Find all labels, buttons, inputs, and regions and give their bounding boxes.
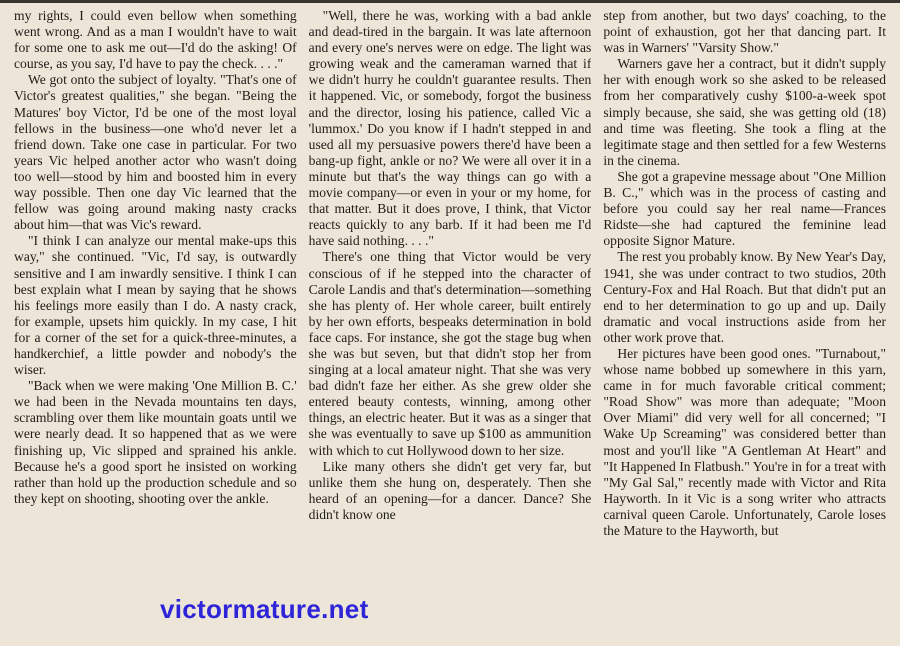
paragraph: We got onto the subject of loyalty. "That's one of Victor's greatest qualities," she began. "Being the Matures' boy Victor, I'd be one of the most loyal fellows in the business—one who'd never let a friend down. Take one case in particular. For two years Vic helped another actor who wasn't doing too well—stood by him and boosted him in every way possible. Then one day Vic learned that the fellow was going around making nasty cracks about him—that was Vic's reward. [14, 72, 297, 233]
paragraph: There's one thing that Victor would be very conscious of if he stepped into the character of Carole Landis and that's determination—something she has plenty of. Her whole career, built entirely by her own efforts, bespeaks determination in bold face caps. For instance, she got the stage bug when she was but seven, but that didn't stop her from singing at a local amateur night. That she was very bad didn't faze her either. As she grew older she entered beauty contests, winning, among other things, an electric heater. But it was as a singer that she was eventually to save up $100 as ammunition with which to cut Hollywood down to her size. [308, 249, 592, 458]
site-watermark: victormature.net [160, 594, 369, 624]
paragraph: Her pictures have been good ones. "Turnabout," whose name bobbed up somewhere in this yarn, came in for much favorable critical comment; "Road Show" was more than adequate; "Moon Over Miami" did very well for all concerned; "I Wake Up Screaming" was considered better than most and you'll like "A Gentleman At Heart" and "It Happened In Flatbush." You're in for a treat with "My Gal Sal," recently made with Victor and Rita Hayworth. In it Vic is a song writer who attracts carnival queen Carole. Unfortunately, Carole loses the Mature to the Hayworth, but [603, 345, 887, 538]
paragraph: She got a grapevine message about "One Million B. C.," which was in the process of casting and before you could say her real name—Frances Ridste—she had captured the feminine lead opposite Signor Mature. [603, 168, 887, 249]
paragraph: "Back when we were making 'One Million B. C.' we had been in the Nevada mountains ten days, scrambling over them like mountain goats until we were nearly dead. It so happened that as we were finishing up, Vic slipped and sprained his ankle. Because he's a good sport he insisted on working rather than hold up the production schedule and so they kept on shooting, shooting over the ankle. [14, 378, 297, 506]
article-column-1 [14, 8, 297, 644]
paragraph: "Well, there he was, working with a bad ankle and dead-tired in the bargain. It was late afternoon and every one's nerves were on edge. The light was growing weak and the cameraman warned that if we didn't hurry he couldn't guarantee results. Then it happened. Vic, or somebody, forgot the business and the director, losing his patience, called Vic a 'lummox.' Do you know if I hadn't stepped in and used all my persuasive powers there'd have been a bang-up fight, ankle or no? We were all over it in a minute but that's the way things can go with a movie company—or even in your or my home, for that matter. But it does prove, I think, that Victor reacts quickly to any barb. If it had been me I'd have said nothing. . . ." [308, 8, 592, 249]
article-column-2 [309, 8, 592, 644]
article-column-3 [603, 8, 886, 644]
paragraph: Like many others she didn't get very far, but unlike them she hung on, desperately. Then she heard of an opening—for a dancer. Dance? She didn't know one [308, 458, 592, 522]
article-page [14, 8, 886, 644]
paragraph: Warners gave her a contract, but it didn't supply her with enough work so she asked to be released from her comparatively cushy $100-a-week spot simply because, she said, she was getting old (18) and time was fleeting. She took a fling at the legitimate stage and then settled for a few Westerns in the cinema. [603, 56, 887, 168]
paragraph: my rights, I could even bellow when something went wrong. And as a man I wouldn't have to wait for some one to ask me out—I'd do the asking! Of course, as you say, I'd have to pay the check. . . ." [14, 8, 297, 72]
paragraph: The rest you probably know. By New Year's Day, 1941, she was under contract to two studios, 20th Century-Fox and Hal Roach. But that didn't put an end to her determination to go up and up. Daily dramatic and vocal instructions aside from her other work prove that. [603, 249, 887, 345]
paragraph: step from another, but two days' coaching, to the point of exhaustion, got her that dancing part. It was in Warners' "Varsity Show." [603, 8, 887, 56]
paragraph: "I think I can analyze our mental make-ups this way," she continued. "Vic, I'd say, is outwardly sensitive and I am inwardly sensitive. I think I can best explain what I mean by saying that he shows his feelings more easily than I do. A nasty crack, for example, upsets him quickly. In my case, I hit for a corner of the set for a quick-three-minutes, a handkerchief, a little powder and nobody's the wiser. [14, 233, 297, 378]
page-top-rule [0, 0, 900, 3]
